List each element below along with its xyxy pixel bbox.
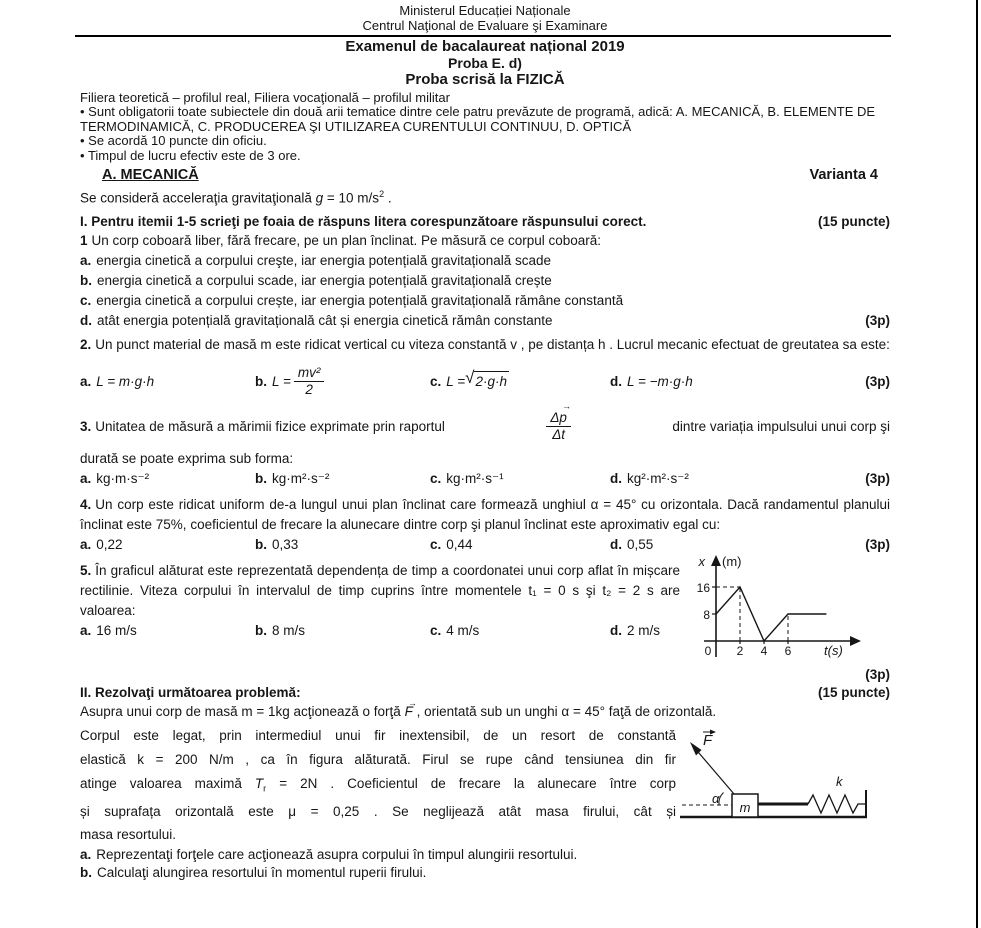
- part2-line1-pre: Asupra unui corp de masă m = 1kg acţionează o forţă: [80, 703, 405, 719]
- exam-subject: Proba scrisă la FIZICĂ: [405, 71, 565, 88]
- option-text: energia cinetică a corpului creşte, iar energia potențială gravitațională scade: [96, 252, 552, 268]
- formula-c-lhs: L =: [446, 373, 466, 389]
- variant-label: Varianta 4: [809, 167, 878, 183]
- option-label: b.: [255, 373, 267, 389]
- part2-task-b: [80, 864, 890, 882]
- option-label: d.: [610, 470, 622, 486]
- radicand: 2·g·h: [474, 371, 510, 392]
- item-3: [80, 405, 890, 489]
- position-time-curve: [716, 587, 826, 641]
- graph-y-label: x: [698, 553, 705, 569]
- formula-c: [446, 372, 465, 392]
- item-2-option-b: [255, 365, 430, 397]
- option-label: a.: [80, 470, 92, 486]
- part2-paragraph-line1: [80, 700, 890, 724]
- y-tick-label-8: 8: [703, 607, 710, 622]
- item-4-points: (3p): [865, 536, 890, 552]
- item-1-option-a: [80, 251, 890, 271]
- org-name-line2: Centrul Naţional de Evaluare şi Examinare: [362, 18, 608, 33]
- formula-d: L = −m·g·h: [627, 373, 693, 389]
- radical-sign: √: [465, 368, 475, 387]
- spring-block-figure: [676, 724, 890, 847]
- page-right-border: [976, 0, 978, 928]
- part1-heading-row: [80, 214, 890, 229]
- item-5-option-a: [80, 621, 255, 641]
- item-1-option-b: [80, 271, 890, 291]
- item-3-ratio-fraction: [546, 410, 571, 442]
- option-label: c.: [430, 470, 442, 486]
- gravity-note: [80, 189, 890, 206]
- item-3-text-post: dintre variația impulsului unui corp şi: [672, 418, 890, 434]
- item-5-points: (3p): [865, 666, 890, 682]
- instructions-list: [80, 105, 890, 163]
- instruction-item: • Sunt obligatorii toate subiectele din două arii tematice dintre cele patru prevăzute de programă, adică: A. MECANICĂ, B. ELEMENTE DE TERMODINAMICĂ, C. PRODUCEREA ŞI UTILIZAREA CURENTULUI CONTINUU, D. OPTICĂ: [80, 105, 890, 134]
- gravity-tail: .: [384, 190, 392, 206]
- item-4: [80, 495, 890, 555]
- item-4-options: [80, 535, 890, 555]
- item-3-options: [80, 469, 890, 489]
- item-2: [80, 335, 890, 405]
- fraction-numerator: [546, 410, 571, 427]
- instruction-item: • Timpul de lucru efectiv este de 3 ore.: [80, 149, 890, 164]
- exam-title: Examenul de bacalaureat național 2019: [345, 38, 625, 55]
- filiera-line: Filiera teoretică – profilul real, Filiera vocaţională – profilul militar: [80, 90, 450, 105]
- force-label: F: [703, 731, 713, 749]
- item-2-option-d: [610, 372, 865, 392]
- position-time-graph: [680, 553, 890, 667]
- option-text: kg²·m²·s⁻²: [627, 470, 689, 486]
- part2-section: [80, 685, 890, 883]
- item-2-text: Un punct material de masă m este ridicat vertical cu viteza constantă v , pe distanța h . Lucrul mecanic efectuat de greutatea sa este:: [95, 336, 890, 352]
- part2-line1-post: , orientată sub un unghi α = 45° faţă de orizontală.: [412, 703, 717, 719]
- option-label: c.: [430, 536, 442, 552]
- x-tick-label-4: 4: [760, 643, 768, 658]
- task-text: Reprezentaţi forţele care acţionează asupra corpului în timpul alungirii resortului.: [96, 847, 578, 863]
- gravity-sup: 2: [379, 189, 385, 199]
- x-axis-arrowhead: [850, 636, 861, 646]
- item-2-option-c: [430, 368, 610, 392]
- option-label: a.: [80, 252, 92, 268]
- spring-constant-label: k: [836, 773, 843, 789]
- tension-symbol: T: [254, 775, 264, 791]
- option-label: c.: [430, 373, 442, 389]
- item-4-option-b: [255, 535, 430, 555]
- part1-heading: I. Pentru itemii 1-5 scrieţi pe foaia de răspuns litera corespunzătoare răspunsului corect.: [80, 213, 647, 229]
- part1-points: (15 puncte): [817, 213, 890, 229]
- option-label: b.: [255, 536, 267, 552]
- header-divider: [75, 35, 891, 37]
- item-3-points: (3p): [865, 470, 890, 486]
- option-text: 0,55: [627, 536, 654, 552]
- part2-heading-row: [80, 685, 890, 700]
- option-text: kg·m²·s⁻²: [272, 470, 330, 486]
- item-4-option-c: [430, 535, 610, 555]
- item-4-option-a: [80, 535, 255, 555]
- item-1-option-d: [80, 311, 890, 331]
- option-label: d.: [610, 536, 622, 552]
- option-label: a.: [80, 536, 92, 552]
- formula-b-fraction: [294, 365, 325, 397]
- option-text: kg·m·s⁻²: [96, 470, 150, 486]
- item-4-text: Un corp este ridicat uniform de-a lungul unui plan înclinat care formează unghiul α = 45° cu orizontala. Dacă randamentul planului înclinat este 75%, coeficientul de frecare la alunecare dintre corp şi planul înclinat este aproximativ egal cu:: [80, 496, 890, 532]
- option-text: kg·m²·s⁻¹: [446, 470, 504, 486]
- x-tick-label-6: 6: [784, 643, 792, 658]
- tension-subscript: r: [263, 783, 267, 794]
- item-1-number: 1: [80, 232, 88, 248]
- force-arrow-line: [693, 746, 734, 794]
- item-3-text-pre: Unitatea de măsură a mărimii fizice exprimate prin raportul: [95, 418, 445, 434]
- org-name-line1: Ministerul Educației Naționale: [399, 3, 571, 18]
- option-label: d.: [80, 312, 92, 328]
- part2-paragraph-line2: Corpul este legat, prin intermediul unui fir inextensibil, de un resort de constantă: [80, 727, 676, 743]
- item-2-option-a: [80, 372, 255, 392]
- part2-paragraph-line6: masa resortului.: [80, 827, 177, 843]
- option-label: c.: [80, 292, 92, 308]
- formula-c-sqrt: [465, 368, 509, 392]
- section-a-title: A. MECANICĂ: [102, 167, 199, 183]
- item-5-option-c: [430, 621, 610, 641]
- part2-points: (15 puncte): [817, 684, 890, 700]
- page-content: [80, 3, 890, 882]
- gravity-var: g: [315, 190, 324, 206]
- option-label: b.: [80, 272, 92, 288]
- delta-p-vector: Δp →: [550, 410, 567, 426]
- formula-a: L = m·g·h: [96, 373, 155, 389]
- option-text: 8 m/s: [272, 622, 306, 638]
- task-label: b.: [80, 865, 92, 881]
- formula-b: [272, 372, 291, 392]
- exam-proba: Proba E. d): [448, 55, 522, 71]
- item-1: [80, 231, 890, 331]
- graph-x-label: t(s): [824, 642, 843, 658]
- item-1-points: (3p): [865, 312, 890, 328]
- y-tick-label-16: 16: [696, 580, 710, 595]
- option-text: atât energia potențială gravitațională cât și energia cinetică rămân constante: [97, 312, 553, 328]
- item-2-options: [80, 359, 890, 405]
- option-text: 0,22: [96, 536, 123, 552]
- option-label: c.: [430, 622, 442, 638]
- option-text: 0,33: [272, 536, 299, 552]
- part2-task-a: [80, 846, 890, 864]
- item-3-option-a: [80, 469, 255, 489]
- angle-arc: [719, 792, 724, 805]
- graph-y-unit: (m): [722, 553, 742, 569]
- part2-line4-post: = 2N . Coeficientul de frecare la alunecare între corp: [266, 775, 677, 791]
- item-3-line1: [80, 405, 890, 449]
- task-text: Calculaţi alungirea resortului în momentul ruperii firului.: [97, 865, 427, 881]
- item-1-option-c: [80, 291, 890, 311]
- fraction-denominator: Δt: [552, 427, 566, 442]
- part2-paragraph-line3: elastică k = 200 N/m , ca în figura alăturată. Firul se rupe când tensiunea din fir: [80, 751, 676, 767]
- task-label: a.: [80, 847, 92, 863]
- origin-label: 0: [704, 643, 712, 658]
- item-2-number: 2.: [80, 336, 92, 352]
- item-5-text: În graficul alăturat este reprezentată dependența de timp a coordonatei unui corp aflat în mișcare rectilinie. Viteza corpului în intervalul de timp cuprins între momentele t₁ = 0 s şi t₂ = 2 s are valoarea:: [80, 562, 680, 618]
- fraction-denominator: 2: [305, 382, 313, 397]
- y-axis-arrowhead: [711, 555, 721, 566]
- item-5-options: [80, 621, 680, 641]
- part2-paragraph-line5: și suprafața orizontală este μ = 0,25 . Se neglijează atât masa firului, cât și: [80, 804, 676, 820]
- item-5-number: 5.: [80, 562, 92, 578]
- part2-paragraph-line4: [80, 772, 676, 801]
- option-text: 0,44: [446, 536, 473, 552]
- item-4-number: 4.: [80, 496, 92, 512]
- option-label: d.: [610, 373, 622, 389]
- item-4-option-d: [610, 535, 865, 555]
- item-3-option-d: [610, 469, 865, 489]
- alpha-label: α: [712, 790, 720, 806]
- option-text: energia cinetică a corpului crește, iar energia potențială gravitațională rămâne constantă: [96, 292, 624, 308]
- option-label: b.: [255, 622, 267, 638]
- option-label: a.: [80, 373, 92, 389]
- mass-label: m: [739, 799, 751, 815]
- option-label: b.: [255, 470, 267, 486]
- formula-b-lhs: L =: [272, 373, 291, 389]
- instruction-item: • Se acordă 10 puncte din oficiu.: [80, 134, 890, 149]
- part2-heading: II. Rezolvaţi următoarea problemă:: [80, 684, 301, 700]
- part2-line4-pre: atinge valoarea maximă: [80, 775, 255, 791]
- item-5-option-b: [255, 621, 430, 641]
- item-1-text: Un corp coboară liber, fără frecare, pe un plan înclinat. Pe măsură ce corpul coboară:: [91, 232, 602, 248]
- item-3-option-c: [430, 469, 610, 489]
- option-label: d.: [610, 622, 622, 638]
- item-5-option-d: [610, 621, 680, 641]
- gravity-eq: = 10 m/s: [323, 190, 380, 206]
- gravity-note-text: Se consideră acceleraţia gravitaţională: [80, 190, 316, 206]
- force-vector-symbol: F: [404, 703, 413, 719]
- option-text: 4 m/s: [446, 622, 480, 638]
- item-3-number: 3.: [80, 418, 92, 434]
- spring-coil: [808, 795, 866, 813]
- item-5: [80, 553, 890, 683]
- item-3-line2: durată se poate exprima sub forma:: [80, 450, 294, 466]
- option-text: 16 m/s: [96, 622, 137, 638]
- section-a-row: [80, 167, 890, 183]
- option-text: 2 m/s: [627, 622, 661, 638]
- item-2-points: (3p): [865, 373, 890, 389]
- item-3-option-b: [255, 469, 430, 489]
- fraction-numerator: mv²: [294, 365, 325, 382]
- option-label: a.: [80, 622, 92, 638]
- option-text: energia cinetică a corpului scade, iar energia potențială gravitațională crește: [97, 272, 552, 288]
- x-tick-label-2: 2: [736, 643, 744, 658]
